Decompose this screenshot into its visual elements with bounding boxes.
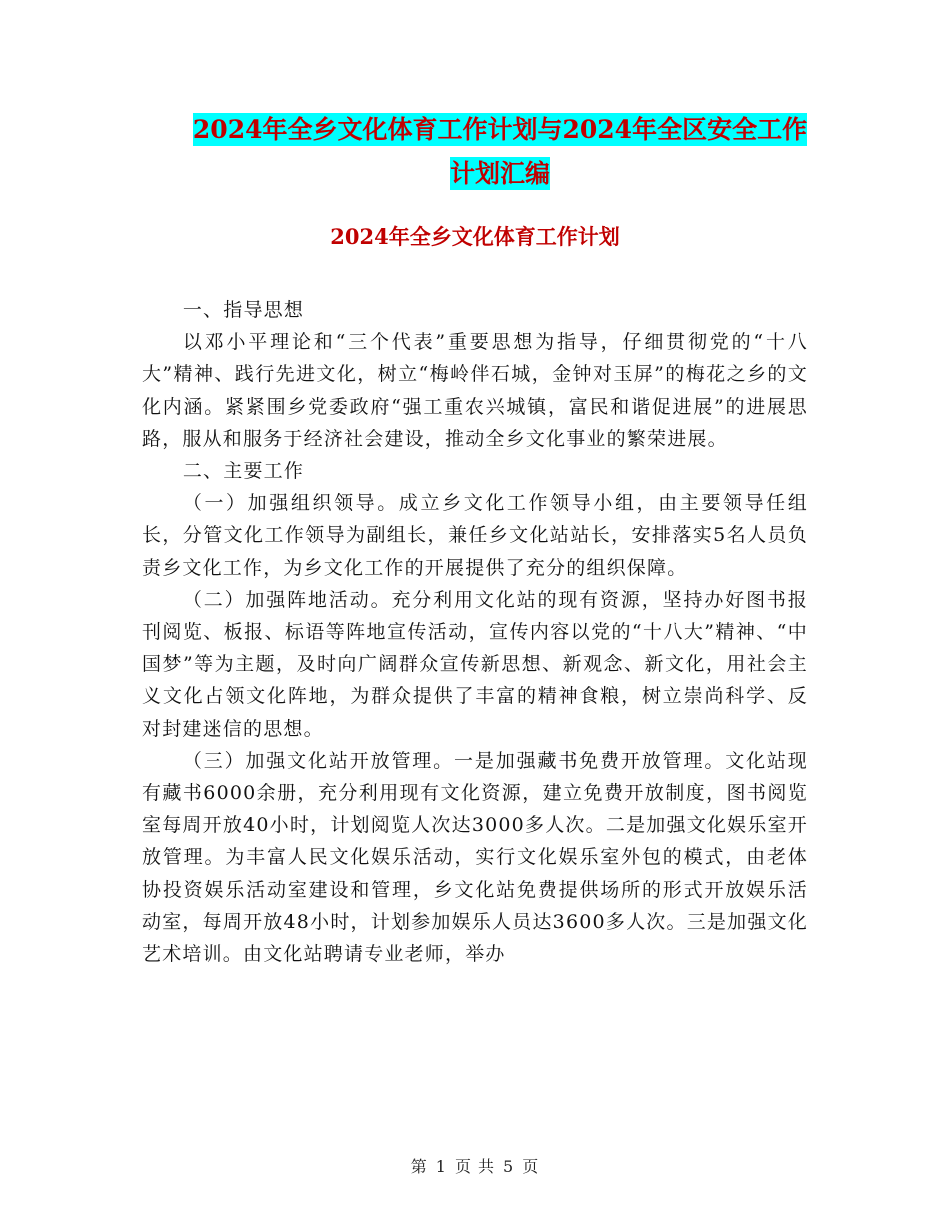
document-title <box>140 108 860 196</box>
heading-guiding-ideology: 一、指导思想 <box>182 299 305 321</box>
footer-total-pages: 5 <box>503 1157 515 1176</box>
document-title-line2: 计划汇编 <box>449 159 550 188</box>
footer-page-number: 1 <box>435 1157 447 1176</box>
document-body <box>142 294 808 970</box>
page-footer <box>0 1154 950 1177</box>
paragraph-organization: （一）加强组织领导。成立乡文化工作领导小组，由主要领导任组长，分管文化工作领导为副组长，兼任乡文化站站长，安排落实5名人员负责乡文化工作，为乡文化工作的开展提供了充分的组织保障。 <box>142 492 808 579</box>
paragraph-station-management: （三）加强文化站开放管理。一是加强藏书免费开放管理。文化站现有藏书6000余册，充分利用现有文化资源，建立免费开放制度，图书阅览室每周开放40小时，计划阅览人次达3000多人次。二是加强文化娱乐室开放管理。为丰富人民文化娱乐活动，实行文化娱乐室外包的模式，由老体协投资娱乐活动室建设和管理，乡文化站免费提供场所的形式开放娱乐活动室，每周开放48小时，计划参加娱乐人员达3600多人次。三是加强文化艺术培训。由文化站聘请专业老师，举办 <box>142 749 808 966</box>
paragraph-guiding-ideology: 以邓小平理论和“三个代表”重要思想为指导，仔细贯彻党的“十八大”精神、践行先进文化，树立“梅岭伴石城，金钟对玉屏”的梅花之乡的文化内涵。紧紧围乡党委政府“强工重农兴城镇，富民和谐促进展”的进展思路，服从和服务于经济社会建设，推动全乡文化事业的繁荣进展。 <box>142 331 808 450</box>
section-title: 2024年全乡文化体育工作计划 <box>330 224 620 249</box>
footer-middle: 页 共 <box>454 1157 496 1176</box>
paragraph-position-activities: （二）加强阵地活动。充分利用文化站的现有资源，坚持办好图书报刊阅览、板报、标语等阵地宣传活动，宣传内容以党的“十八大”精神、“中国梦”等为主题，及时向广阔群众宣传新思想、新观念、新文化，用社会主义文化占领文化阵地，为群众提供了丰富的精神食粮，树立崇尚科学、反对封建迷信的思想。 <box>142 588 808 740</box>
heading-main-work: 二、主要工作 <box>182 460 305 483</box>
document-title-line1: 2024年全乡文化体育工作计划与2024年全区安全工作 <box>192 115 808 144</box>
footer-prefix: 第 <box>410 1157 428 1176</box>
footer-suffix: 页 <box>522 1157 540 1176</box>
